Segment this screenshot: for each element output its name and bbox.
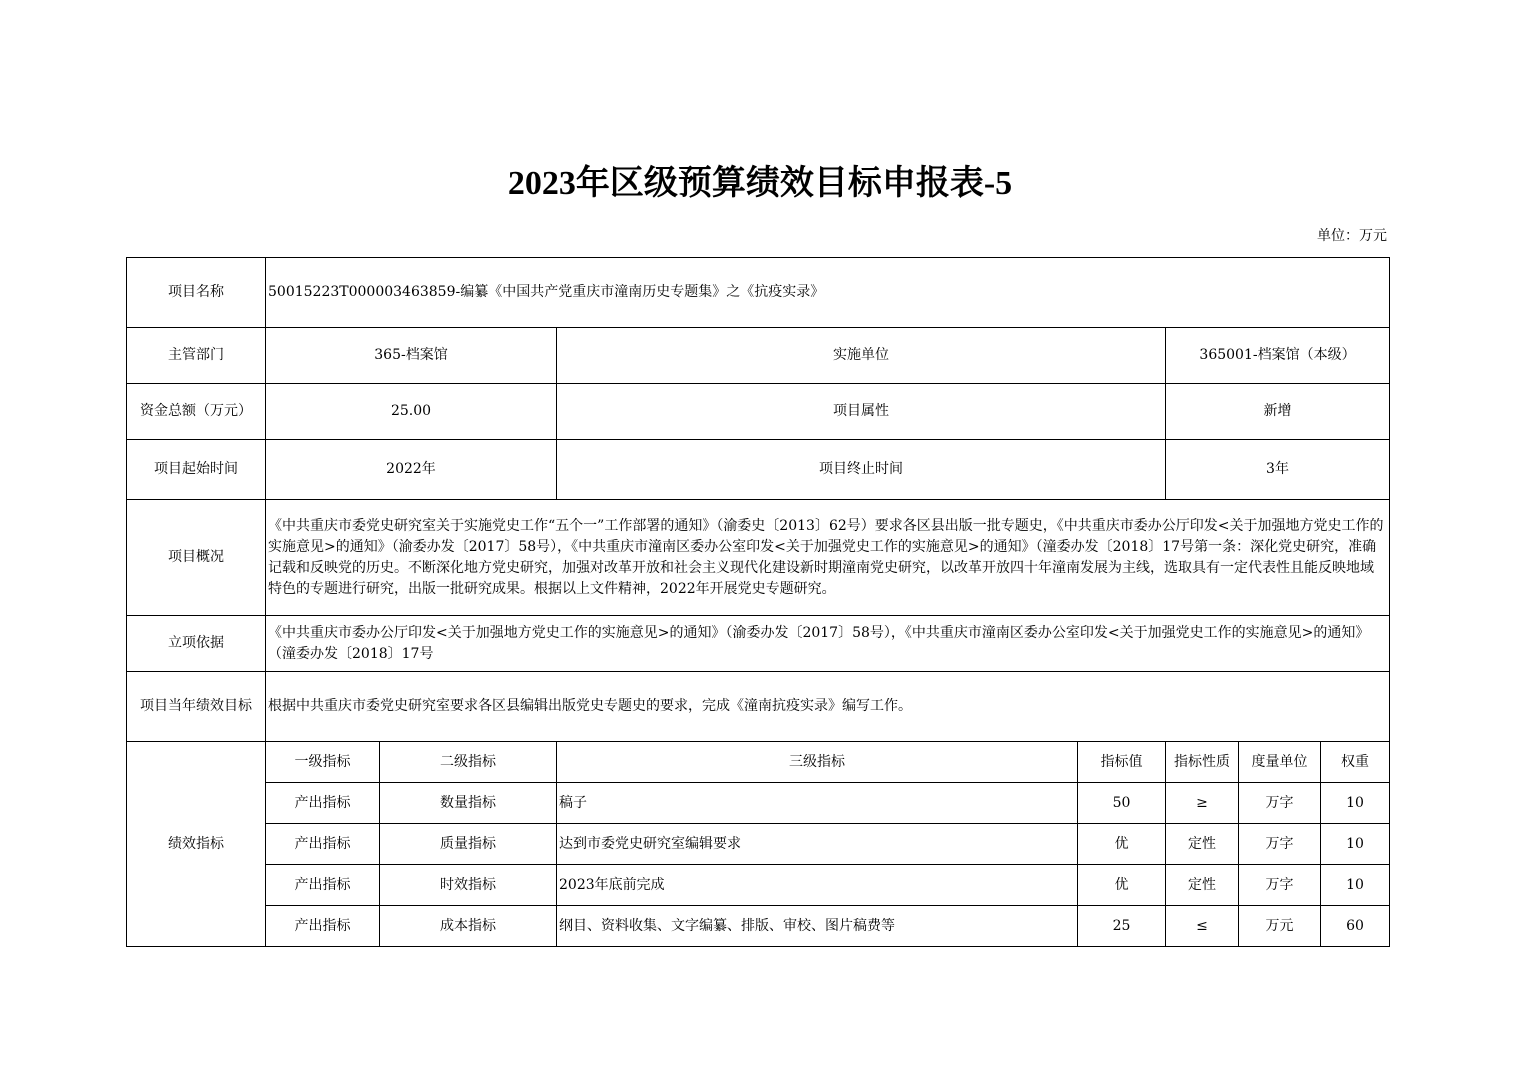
goal-label: 项目当年绩效目标 [127,672,266,742]
indicator-unit: 万字 [1239,824,1321,865]
indicator-header-row [127,742,1390,783]
indicator-row-quality [127,824,1390,865]
row-basis [127,616,1390,672]
indicator-row-timeliness [127,865,1390,906]
indicator-unit: 万字 [1239,783,1321,824]
header-value: 指标值 [1078,742,1166,783]
indicator-level2: 质量指标 [380,824,557,865]
indicator-weight: 60 [1321,906,1390,947]
attribute-label: 项目属性 [557,384,1166,440]
indicator-weight: 10 [1321,824,1390,865]
page-title: 2023年区级预算绩效目标申报表-5 [507,165,1013,202]
indicator-level2: 成本指标 [380,906,557,947]
indicator-level3: 达到市委党史研究室编辑要求 [557,824,1078,865]
department-value: 365-档案馆 [266,328,557,384]
indicator-nature: ≥ [1166,783,1239,824]
implementer-label: 实施单位 [557,328,1166,384]
row-time [127,440,1390,500]
indicator-level3: 稿子 [557,783,1078,824]
department-label: 主管部门 [127,328,266,384]
indicator-unit: 万元 [1239,906,1321,947]
unit-label: 单位：万元 [1317,228,1387,244]
budget-table [126,257,1390,947]
row-overview [127,500,1390,616]
funds-label: 资金总额（万元） [127,384,266,440]
indicator-value: 优 [1078,865,1166,906]
indicator-level1: 产出指标 [266,906,380,947]
header-weight: 权重 [1321,742,1390,783]
indicator-value: 50 [1078,783,1166,824]
indicator-weight: 10 [1321,783,1390,824]
row-funds [127,384,1390,440]
indicator-level2: 时效指标 [380,865,557,906]
indicator-unit: 万字 [1239,865,1321,906]
attribute-value: 新增 [1166,384,1390,440]
header-level3: 三级指标 [557,742,1078,783]
header-nature: 指标性质 [1166,742,1239,783]
indicator-level3: 2023年底前完成 [557,865,1078,906]
indicator-level3: 纲目、资料收集、文字编纂、排版、审校、图片稿费等 [557,906,1078,947]
project-name-label: 项目名称 [127,258,266,328]
indicator-row-quantity [127,783,1390,824]
overview-label: 项目概况 [127,500,266,616]
indicator-nature: 定性 [1166,824,1239,865]
row-project-name [127,258,1390,328]
indicator-nature: 定性 [1166,865,1239,906]
overview-value: 《中共重庆市委党史研究室关于实施党史工作“五个一”工作部署的通知》（渝委史〔2013〕62号）要求各区县出版一批专题史，《中共重庆市委办公厅印发<关于加强地方党史工作的实施意见>的通知》（渝委办发〔2017〕58号），《中共重庆市潼南区委办公室印发<关于加强党史工作的实施意见>的通知》（潼委办发〔2018〕17号第一条：深化党史研究，准确记载和反映党的历史。不断深化地方党史研究，加强对改革开放和社会主义现代化建设新时期潼南党史研究，以改革开放四十年潼南发展为主线，选取具有一定代表性且能反映地域特色的专题进行研究，出版一批研究成果。根据以上文件精神，2022年开展党史专题研究。 [266,500,1390,616]
indicator-level1: 产出指标 [266,824,380,865]
indicator-level2: 数量指标 [380,783,557,824]
header-level1: 一级指标 [266,742,380,783]
basis-value: 《中共重庆市委办公厅印发<关于加强地方党史工作的实施意见>的通知》（渝委办发〔2017〕58号），《中共重庆市潼南区委办公室印发<关于加强党史工作的实施意见>的通知》（潼委办发〔2018〕17号 [266,616,1390,672]
basis-label: 立项依据 [127,616,266,672]
row-department [127,328,1390,384]
header-unit: 度量单位 [1239,742,1321,783]
start-time-value: 2022年 [266,440,557,500]
indicator-row-cost [127,906,1390,947]
indicator-level1: 产出指标 [266,783,380,824]
header-level2: 二级指标 [380,742,557,783]
funds-value: 25.00 [266,384,557,440]
row-goal [127,672,1390,742]
indicator-weight: 10 [1321,865,1390,906]
indicator-nature: ≤ [1166,906,1239,947]
goal-value: 根据中共重庆市委党史研究室要求各区县编辑出版党史专题史的要求，完成《潼南抗疫实录》编写工作。 [266,672,1390,742]
implementer-value: 365001-档案馆（本级） [1166,328,1390,384]
indicator-value: 优 [1078,824,1166,865]
project-name-value: 50015223T000003463859-编纂《中国共产党重庆市潼南历史专题集》之《抗疫实录》 [266,258,1390,328]
indicator-value: 25 [1078,906,1166,947]
end-time-label: 项目终止时间 [557,440,1166,500]
indicator-level1: 产出指标 [266,865,380,906]
indicators-label: 绩效指标 [127,742,266,947]
end-time-value: 3年 [1166,440,1390,500]
start-time-label: 项目起始时间 [127,440,266,500]
